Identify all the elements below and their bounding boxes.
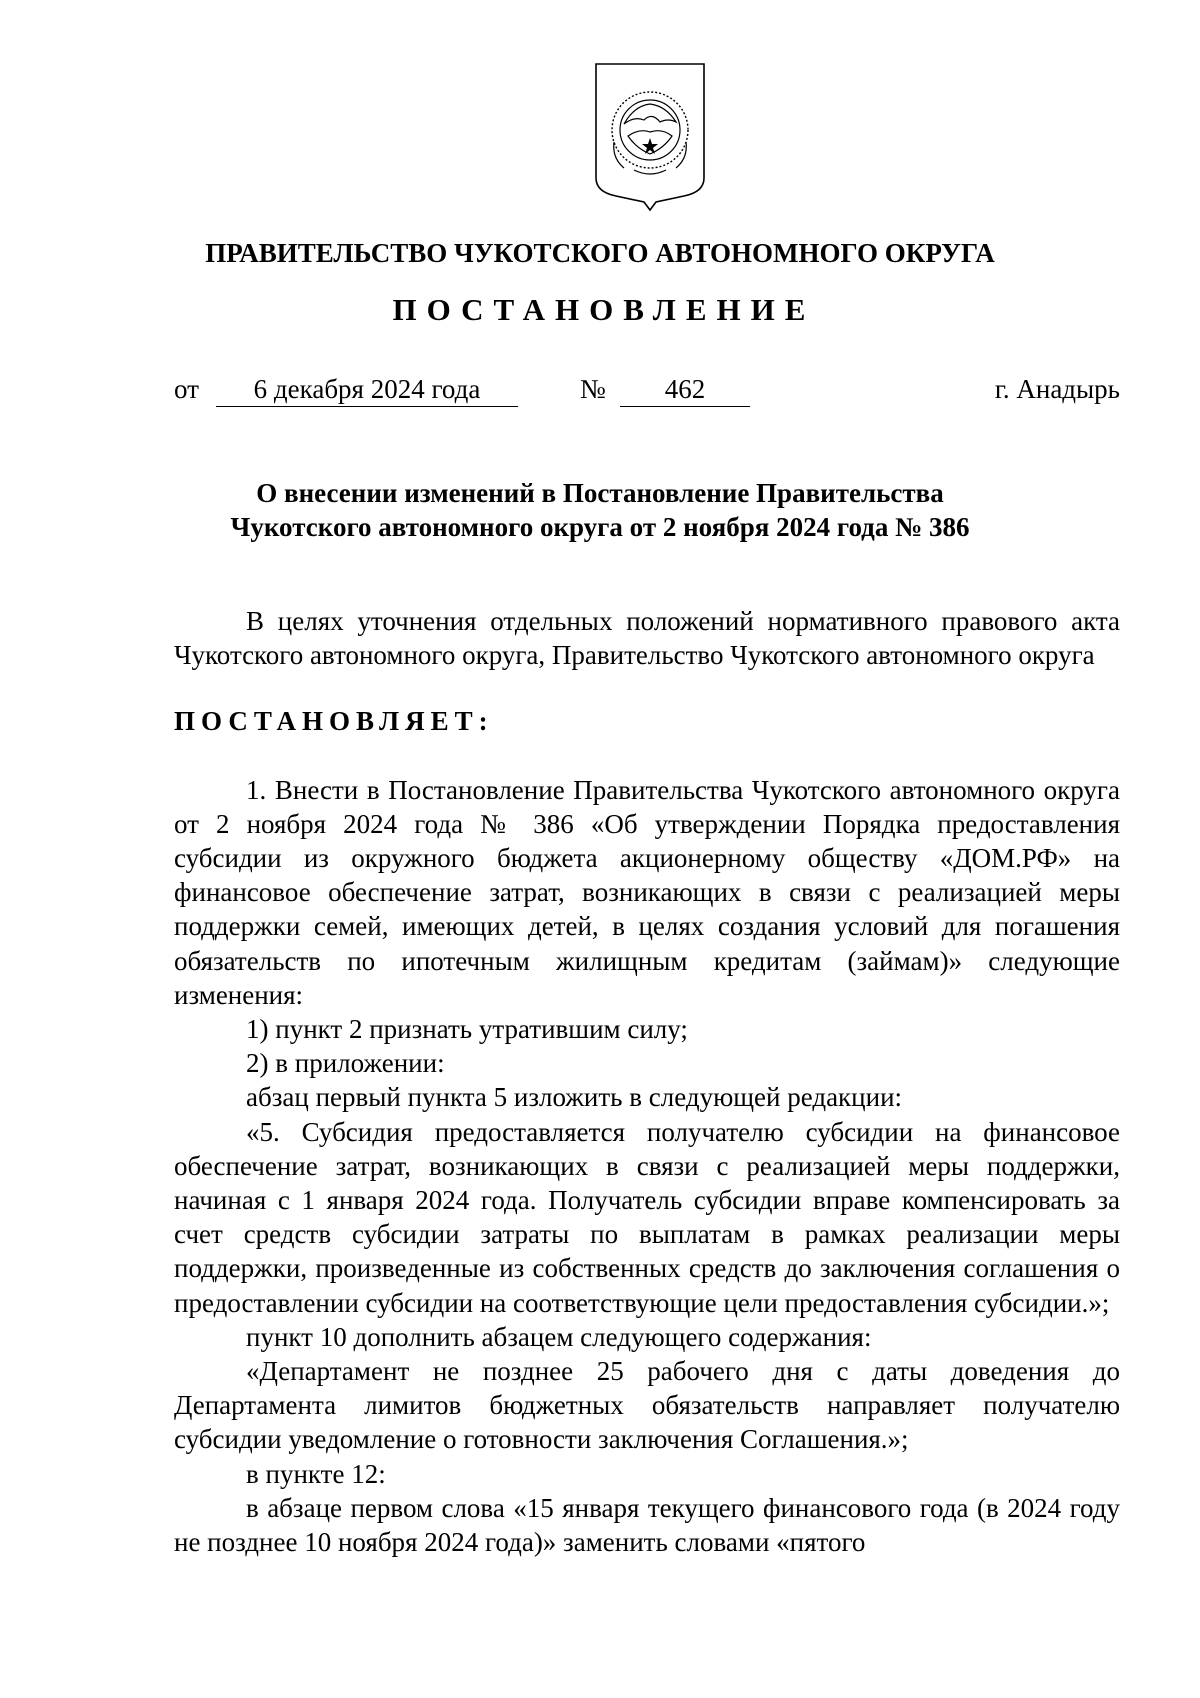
body-paragraph-8: в пункте 12:	[246, 1458, 386, 1489]
document-body	[174, 604, 1120, 1559]
preamble-paragraph: В целях уточнения отдельных положений нормативного правового акта Чукотского автономного округа, Правительство Чукотского автономного округа	[174, 606, 1120, 671]
body-paragraph-5: «5. Субсидия предоставляется получателю субсидии на финансовое обеспечение затрат, возникающих в связи с реализацией меры поддержки, начиная с 1 января 2024 года. Получатель субсидии вправе компенсировать за счет средств субсидии затраты по выплатам в рамках реализации меры поддержки, произведенные из собственных средств до заключения соглашения о предоставлении субсидии на соответствующие цели предоставления субсидии.»;	[174, 1116, 1120, 1318]
document-type: ПОСТАНОВЛЕНИЕ	[392, 292, 816, 327]
document-meta	[174, 372, 1120, 412]
number-sign: №	[580, 374, 606, 404]
document-subject	[0, 476, 1200, 544]
resolves-heading: ПОСТАНОВЛЯЕТ:	[174, 706, 494, 737]
document-number: 462	[620, 372, 750, 407]
body-paragraph-9: в абзаце первом слова «15 января текущего финансового года (в 2024 году не позднее 10 ноября 2024 года)» заменить словами «пятого	[174, 1492, 1120, 1558]
body-paragraph-7: «Департамент не позднее 25 рабочего дня с даты доведения до Департамента лимитов бюджетных обязательств направляет получателю субсидии уведомление о готовности заключения Соглашения.»;	[174, 1356, 1120, 1455]
body-paragraph-6: пункт 10 дополнить абзацем следующего содержания:	[246, 1321, 872, 1352]
body-paragraph-2: 1) пункт 2 признать утратившим силу;	[246, 1014, 688, 1045]
date-prefix: от	[174, 374, 199, 404]
subject-line-1: О внесении изменений в Постановление Правительства	[256, 478, 944, 508]
document-city: г. Анадырь	[994, 374, 1120, 404]
document-date: 6 декабря 2024 года	[216, 372, 518, 407]
chukotka-coat-of-arms-icon	[594, 62, 706, 212]
body-paragraph-3: 2) в приложении:	[246, 1048, 445, 1079]
body-paragraph-4: абзац первый пункта 5 изложить в следующей редакции:	[246, 1082, 903, 1113]
subject-line-2: Чукотского автономного округа от 2 ноября 2024 года № 386	[230, 512, 970, 542]
government-title: ПРАВИТЕЛЬСТВО ЧУКОТСКОГО АВТОНОМНОГО ОКРУГА	[205, 238, 995, 268]
body-paragraph-1: 1. Внести в Постановление Правительства Чукотского автономного округа от 2 ноября 2024 года № 386 «Об утверждении Порядка предоставления субсидии из окружного бюджета акционерному обществу «ДОМ.РФ» на финансовое обеспечение затрат, возникающих в связи с реализацией меры поддержки семей, имеющих детей, в целях создания условий для погашения обязательств по ипотечным жилищным кредитам (займам)» следующие изменения:	[174, 774, 1120, 1010]
